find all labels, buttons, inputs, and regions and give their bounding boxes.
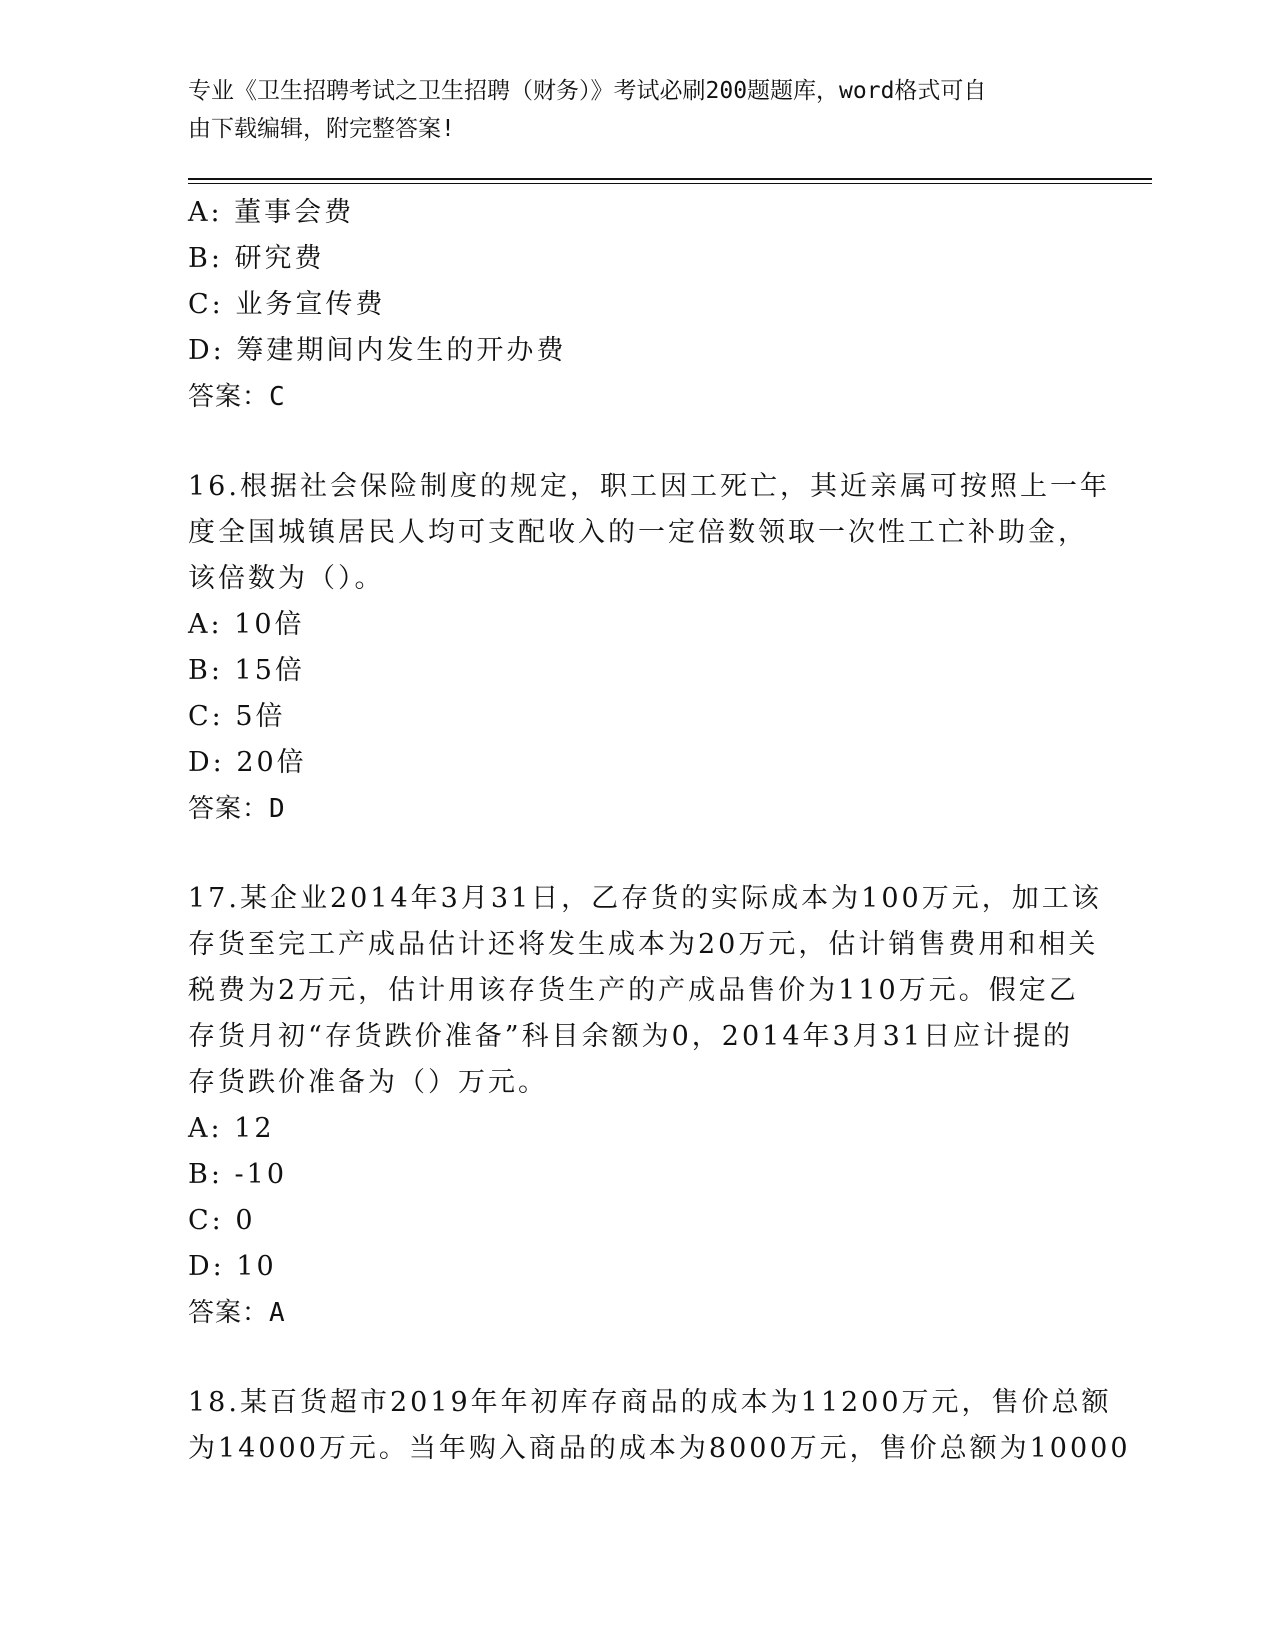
question-stem-line: 该倍数为（）。 [188,563,385,594]
option-c: C: 0 [188,1205,256,1236]
question-stem-line: 税费为2万元，估计用该存货生产的产成品售价为110万元。假定乙 [188,975,1079,1006]
question-stem-line: 16.根据社会保险制度的规定，职工因工死亡，其近亲属可按照上一年 [188,471,1110,502]
option-b: B: -10 [188,1159,287,1190]
question-gap [188,1336,1088,1380]
question-gap [188,420,1088,464]
question-content [188,190,1131,1472]
question-stem-line: 为14000万元。当年购入商品的成本为8000万元，售价总额为10000 [188,1433,1131,1464]
question-stem-line: 存货至完工产成品估计还将发生成本为20万元，估计销售费用和相关 [188,929,1099,960]
answer-line: 答案：C [188,382,286,412]
option-a: A: 10倍 [188,609,305,640]
question-stem-line: 17.某企业2014年3月31日，乙存货的实际成本为100万元，加工该 [188,883,1102,914]
option-a: A: 董事会费 [188,197,355,228]
header-rule-thin [188,183,1152,184]
option-d: D: 10 [188,1251,277,1282]
question-17 [188,876,1102,1336]
option-b: B: 15倍 [188,655,305,686]
question-gap [188,832,1088,876]
question-stem-line: 18.某百货超市2019年年初库存商品的成本为11200万元，售价总额 [188,1387,1112,1418]
question-16 [188,464,1110,832]
document-header [188,72,1068,148]
question-18 [188,1380,1131,1472]
header-line-1: 专业《卫生招聘考试之卫生招聘（财务）》考试必刷200题题库，word格式可自 [188,78,987,104]
option-d: D: 筹建期间内发生的开办费 [188,335,567,366]
answer-line: 答案：A [188,1298,286,1328]
header-rule-thick [188,178,1152,180]
question-stem-line: 存货月初“存货跌价准备”科目余额为0，2014年3月31日应计提的 [188,1021,1074,1052]
option-a: A: 12 [188,1113,275,1144]
option-b: B: 研究费 [188,243,325,274]
header-line-2: 由下载编辑，附完整答案! [188,116,455,142]
question-stem-line: 存货跌价准备为（）万元。 [188,1067,548,1098]
option-c: C: 业务宣传费 [188,289,386,320]
option-c: C: 5倍 [188,701,286,732]
question-stem-line: 度全国城镇居民人均可支配收入的一定倍数领取一次性工亡补助金， [188,517,1088,548]
answer-line: 答案：D [188,794,286,824]
question-15 [188,190,1088,420]
option-d: D: 20倍 [188,747,307,778]
